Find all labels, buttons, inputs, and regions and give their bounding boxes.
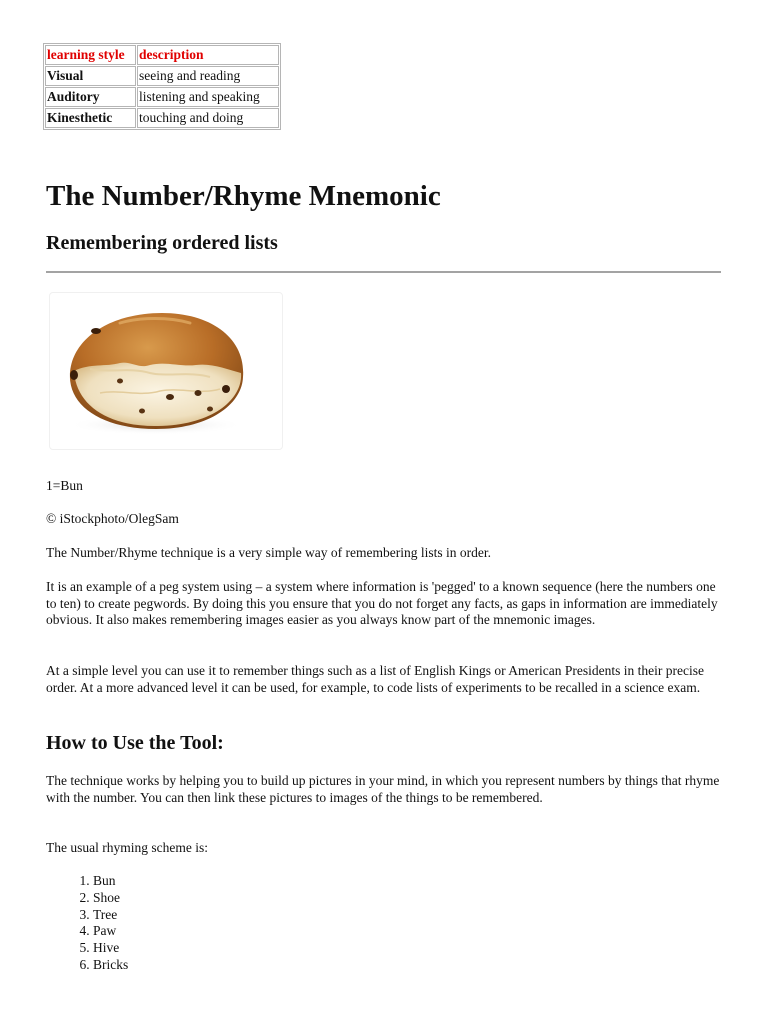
horizontal-rule — [46, 271, 721, 273]
bun-image — [49, 292, 283, 450]
list-item: 3. Tree — [93, 907, 128, 924]
table-cell-description: touching and doing — [137, 108, 279, 128]
list-item: 2. Shoe — [93, 890, 128, 907]
table-cell-style: Kinesthetic — [45, 108, 136, 128]
table-row — [45, 108, 279, 128]
peg-system-paragraph: It is an example of a peg system using – a system where information is 'pegged' to a known sequence (here the numbers one to ten) to create pegwords. By doing this you ensure that you do not forget any facts, as gaps in information are immediately obvious. It also makes remembering images easier as you always know part of the mnemonic images. — [46, 579, 718, 628]
list-item: 6. Bricks — [93, 957, 128, 974]
table-row — [45, 87, 279, 107]
technique-paragraph: The technique works by helping you to build up pictures in your mind, in which you represent numbers by things that rhyme with the number. You can then link these pictures to images of the things to be remembered. — [46, 773, 720, 805]
image-credit: © iStockphoto/OlegSam — [46, 511, 179, 526]
page-title: The Number/Rhyme Mnemonic — [46, 180, 441, 212]
list-item: 5. Hive — [93, 940, 128, 957]
table-cell-description: seeing and reading — [137, 66, 279, 86]
table-header-cell: learning style — [45, 45, 136, 65]
table-cell-style: Visual — [45, 66, 136, 86]
learning-styles-table — [43, 43, 281, 130]
table-header-cell: description — [137, 45, 279, 65]
rhyming-scheme-intro: The usual rhyming scheme is: — [46, 840, 208, 855]
bun-illustration — [50, 293, 282, 449]
table-row — [45, 66, 279, 86]
table-cell-description: listening and speaking — [137, 87, 279, 107]
image-caption: 1=Bun — [46, 478, 83, 493]
list-item: 4. Paw — [93, 923, 128, 940]
section-heading: How to Use the Tool: — [46, 732, 224, 754]
usage-level-paragraph: At a simple level you can use it to remember things such as a list of English Kings or American Presidents in their precise order. At a more advanced level it can be used, for example, to code lists of experiments to be recalled in a science exam. — [46, 663, 704, 695]
page-subtitle: Remembering ordered lists — [46, 232, 278, 254]
table-header-row — [45, 45, 279, 65]
rhyme-list — [46, 873, 128, 974]
table-cell-style: Auditory — [45, 87, 136, 107]
list-item: 1. Bun — [93, 873, 128, 890]
intro-paragraph: The Number/Rhyme technique is a very simple way of remembering lists in order. — [46, 545, 492, 560]
